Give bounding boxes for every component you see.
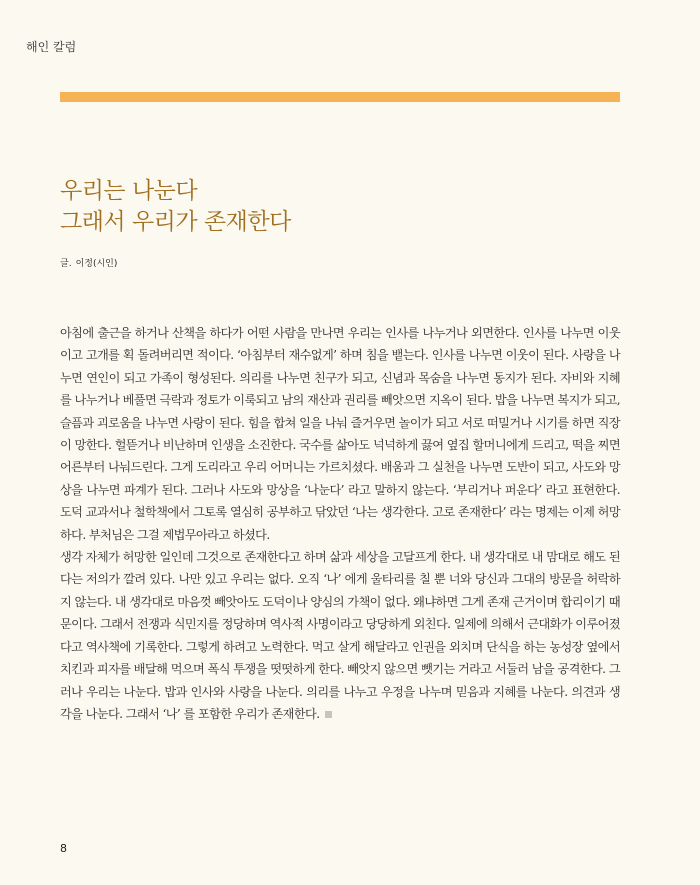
paragraph-2 <box>60 546 620 725</box>
end-mark-icon <box>325 711 332 718</box>
article-title <box>60 176 291 238</box>
author-name: 이정(시인) <box>75 259 118 269</box>
section-label: 해인 칼럼 <box>26 40 77 54</box>
paragraph-2-text: 생각 자체가 허망한 일인데 그것으로 존재한다고 하며 삶과 세상을 고달프게 한다. 내 생각대로 내 맘대로 해도 된다는 저의가 깔려 있다. 나만 있고 우리는 없다. 오직 ‘나’ 에게 울타리를 칠 뿐 너와 당신과 그대의 방문을 허락하지 않는다. 내 생각대로 마음껏 빼앗아도 도덕이나 양심의 가책이 없다. 왜냐하면 그게 존재 근거이며 합리이기 때문이다. 그래서 전쟁과 식민지를 정당하며 역사적 사명이라고 당당하게 외친다. 일제에 의해서 근대화가 이루어졌다고 역사책에 기록한다. 그렇게 하려고 노력한다. 먹고 살게 해달라고 인권을 외치며 단식을 하는 농성장 옆에서 치킨과 피자를 배달해 먹으며 폭식 투쟁을 떳떳하게 한다. 빼앗지 않으면 뺏기는 거라고 서둘러 남을 공격한다. 그러나 우리는 나눈다. 밥과 인사와 사랑을 나눈다. 의리를 나누고 우정을 나누며 믿음과 지혜를 나눈다. 의견과 생각을 나눈다. 그래서 ‘나’ 를 포함한 우리가 존재한다. <box>60 550 620 721</box>
article-body <box>60 322 620 725</box>
paragraph-1: 아침에 출근을 하거나 산책을 하다가 어떤 사람을 만나면 우리는 인사를 나누거나 외면한다. 인사를 나누면 이웃이고 고개를 획 돌려버리면 적이다. ‘아침부터 재수없게’ 하며 침을 뱉는다. 인사를 나누면 이웃이 된다. 사랑을 나누면 연인이 되고 가족이 형성된다. 의리를 나누면 친구가 되고, 신념과 목숨을 나누면 동지가 된다. 자비와 지혜를 나누거나 베풀면 극락과 정토가 이룩되고 남의 재산과 권리를 빼앗으면 지옥이 된다. 밥을 나누면 복지가 되고, 슬픔과 괴로움을 나누면 사랑이 된다. 힘을 합쳐 일을 나눠 즐거우면 놀이가 되고 서로 떠밀거나 시기를 하면 직장이 망한다. 헐뜯거나 비난하며 인생을 소진한다. 국수를 삶아도 넉넉하게 끓여 옆집 할머니에게 드리고, 떡을 찌면 어른부터 나눠드린다. 그게 도리라고 우리 어머니는 가르치셨다. 배움과 그 실천을 나누면 도반이 되고, 사도와 망상을 나누면 파계가 된다. 그러나 사도와 망상을 ‘나눈다’ 라고 말하지 않는다. ‘부리거나 퍼운다’ 라고 표현한다. 도덕 교과서나 철학책에서 그토록 열심히 공부하고 닦았던 ‘나는 생각한다. 고로 존재한다’ 라는 명제는 이제 허망하다. 부처님은 그걸 제법무아라고 하셨다. <box>60 326 620 542</box>
byline-prefix: 글. <box>60 259 72 269</box>
byline <box>60 256 117 269</box>
page-number: 8 <box>60 842 67 855</box>
article-title-line-2: 그래서 우리가 존재한다 <box>60 209 291 235</box>
accent-bar <box>60 92 620 102</box>
article-title-line-1: 우리는 나눈다 <box>60 178 198 204</box>
